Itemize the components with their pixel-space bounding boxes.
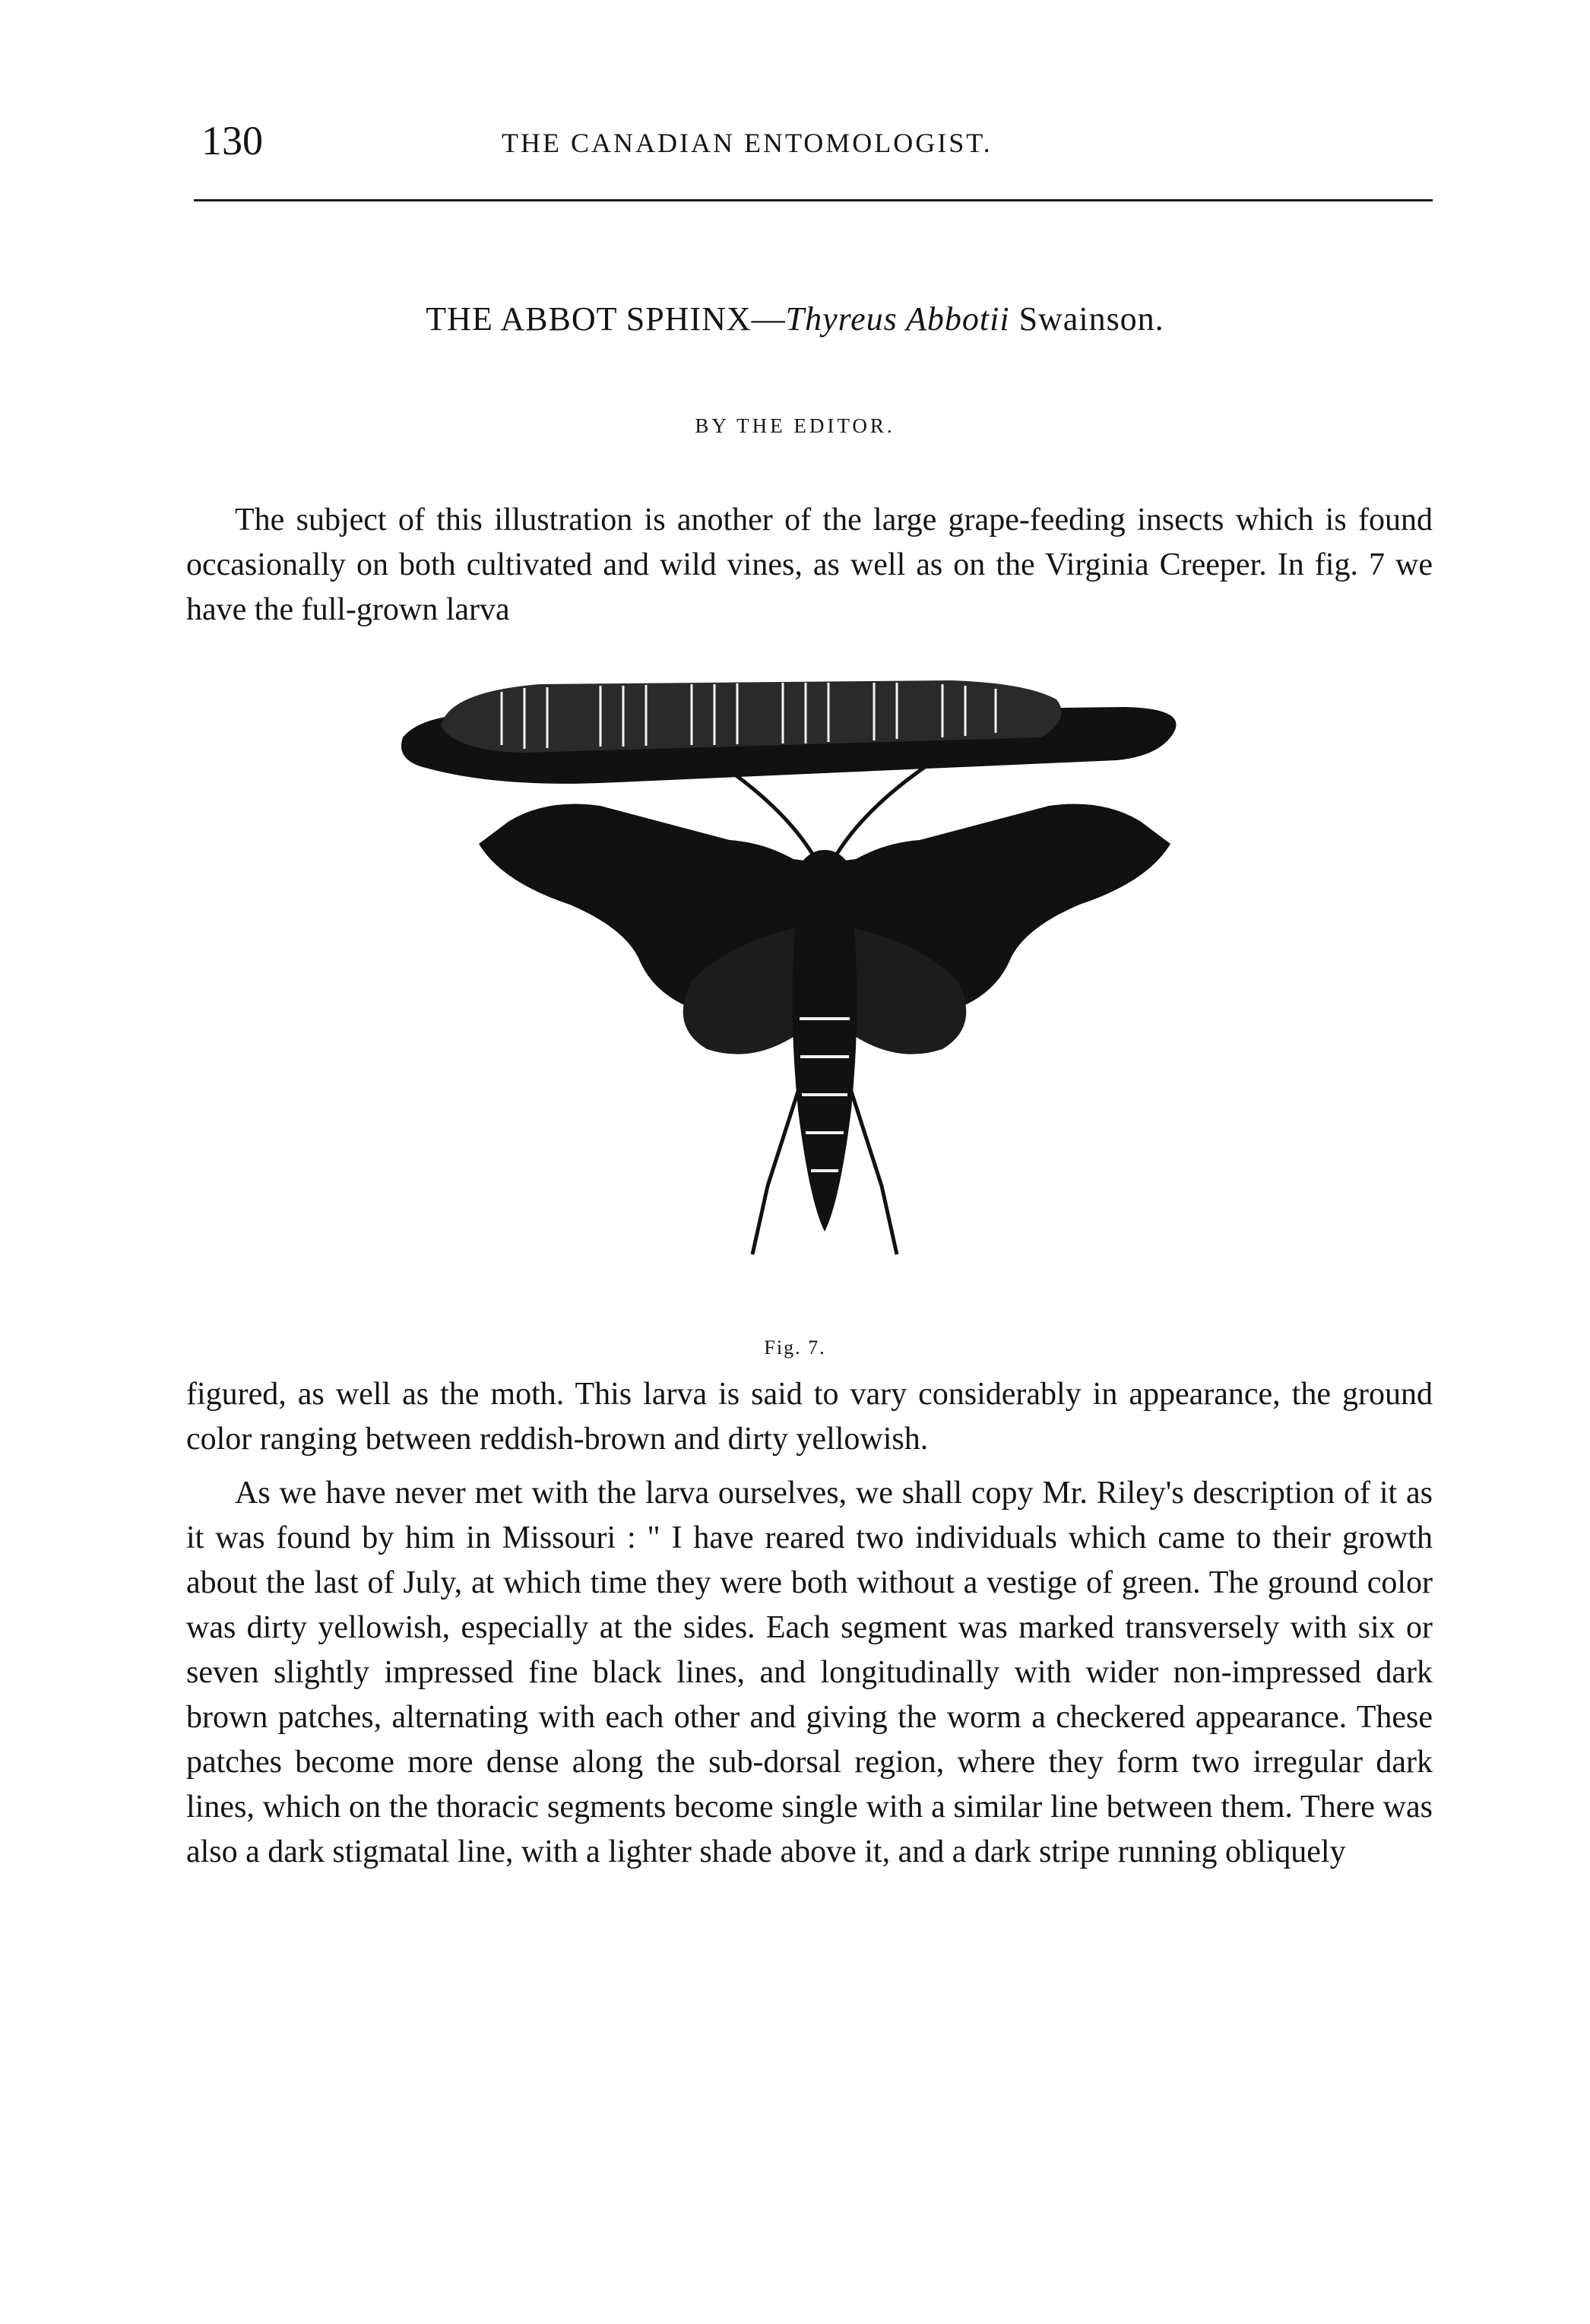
- article-title-author: Swainson.: [1009, 300, 1164, 338]
- paragraph-intro: The subject of this illustration is another of the large grape-feeding insects which is found occasionally on both cultivated and wild vines, as well as on the Virginia Creeper. In fig. 7 we have the full-grown larva: [186, 503, 1433, 627]
- body-text-before-figure: [186, 498, 1433, 633]
- header-rule: [194, 199, 1433, 201]
- larva-illustration: [401, 680, 1177, 784]
- figure-caption: Fig. 7.: [764, 1336, 826, 1359]
- article-title: [0, 296, 1590, 342]
- article-title-prefix: THE ABBOT SPHINX—: [426, 300, 786, 338]
- moth-illustration: [479, 760, 1170, 1254]
- moth-abdomen: [793, 897, 857, 1232]
- paragraph-riley-description: As we have never met with the larva ourselves, we shall copy Mr. Riley's description of it as it was found by him in Missouri : " I have reared two individuals which came to their growth about the last of July, at which time they were both without a vestige of green. The ground color was dirty yellowish, especially at the sides. Each segment was marked transversely with six or seven slightly impressed fine black lines, and longitudinally with wider non-impressed dark brown patches, alternating with each other and giving the worm a checkered appearance. These patches become more dense along the sub-dorsal region, where they form two irregular dark lines, which on the thoracic segments become single with a similar line between them. There was also a dark stigmatal line, with a lighter shade above it, and a dark stripe running obliquely: [186, 1476, 1433, 1869]
- article-title-latin-name: Thyreus Abbotii: [785, 300, 1010, 338]
- running-head: [201, 114, 1433, 167]
- byline: BY THE EDITOR.: [695, 414, 895, 437]
- page-number: 130: [201, 118, 263, 163]
- paragraph-intro-continued: figured, as well as the moth. This larva is said to vary considerably in appearance, the ground color ranging between reddish-brown and dirty yellowish.: [186, 1377, 1433, 1457]
- journal-title: THE CANADIAN ENTOMOLOGIST.: [502, 128, 993, 158]
- figure-7: [372, 654, 1277, 1338]
- body-text-after-figure: [186, 1372, 1433, 1875]
- larva-and-moth-illustration: [372, 654, 1277, 1338]
